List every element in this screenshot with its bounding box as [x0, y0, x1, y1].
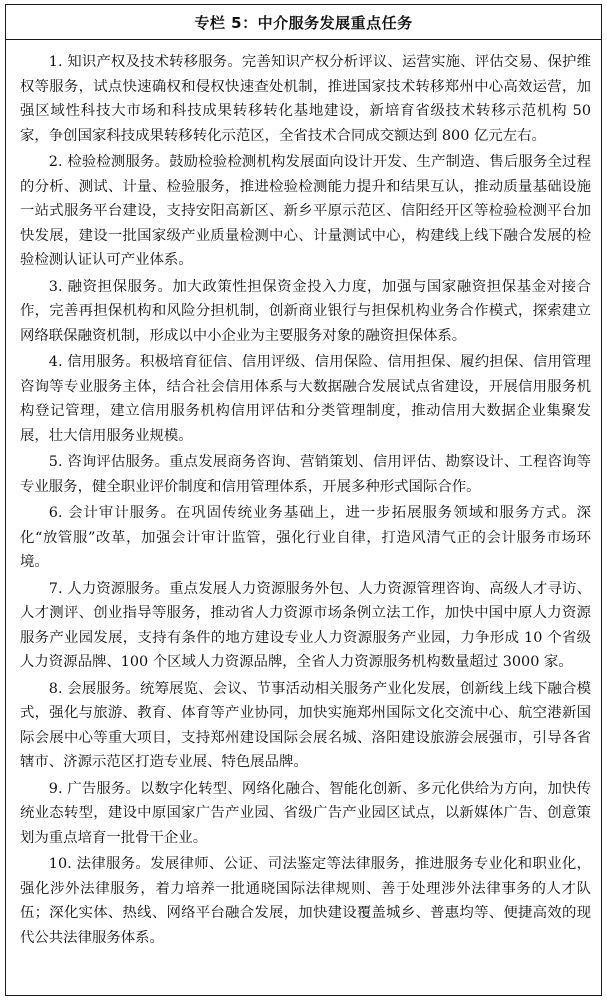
column-box	[5, 4, 602, 996]
task-item-10: 10. 法律服务。发展律师、公证、司法鉴定等法律服务，推进服务专业化和职业化，强化涉外法律服务，着力培养一批通晓国际法律规则、善于处理涉外法律事务的人才队伍；深化实体、热线、网络平台融合发展，加快建设覆盖城乡、普惠均等、便捷高效的现代公共法律服务体系。	[20, 856, 591, 946]
task-item-9: 9. 广告服务。以数字化转型、网络化融合、智能化创新、多元化供给为方向，加快传统业态转型，建设中原国家广告产业园、省级广告产业园区试点，以新媒体广告、创意策划为重点培育一批骨干企业。	[20, 780, 591, 846]
task-item-1: 1. 知识产权及技术转移服务。完善知识产权分析评议、运营实施、评估交易、保护维权等服务，试点快速确权和侵权快速查处机制，推进国家技术转移郑州中心高效运营，加强区域性科技大市场和科技成果转移转化基地建设，新培育省级技术转移示范机构 50 家，争创国家科技成果转移转化示范区，全省技术合同成交额达到 800 亿元左右。	[20, 54, 591, 144]
column-body	[6, 40, 601, 950]
task-item-4: 4. 信用服务。积极培育征信、信用评级、信用保险、信用担保、履约担保、信用管理咨询等专业服务主体，结合社会信用体系与大数据融合发展试点省建设，开展信用服务机构登记管理，建立信用服务机构信用评估和分类管理制度，推动信用大数据企业集聚发展，壮大信用服务业规模。	[20, 354, 591, 444]
column-title: 专栏 5：中介服务发展重点任务	[6, 5, 601, 40]
task-item-8: 8. 会展服务。统筹展览、会议、节事活动相关服务产业化发展，创新线上线下融合模式，强化与旅游、教育、体育等产业协同，加快实施郑州国际文化交流中心、航空港新国际会展中心等重大项目，支持郑州建设国际会展名城、洛阳建设旅游会展强市，引导各省辖市、济源示范区打造专业展、特色展品牌。	[20, 680, 591, 770]
task-item-5: 5. 咨询评估服务。重点发展商务咨询、营销策划、信用评估、勘察设计、工程咨询等专业服务，健全职业评价制度和信用管理体系，开展多种形式国际合作。	[20, 454, 591, 495]
task-item-6: 6. 会计审计服务。在巩固传统业务基础上，进一步拓展服务领域和服务方式。深化“放管服”改革，加强会计审计监管，强化行业自律，打造风清气正的会计服务市场环境。	[20, 505, 591, 570]
task-item-3: 3. 融资担保服务。加大政策性担保资金投入力度，加强与国家融资担保基金对接合作，完善再担保机构和风险分担机制，创新商业银行与担保机构业务合作模式，探索建立网络联保融资机制，形成以中小企业为主要服务对象的融资担保体系。	[20, 278, 591, 344]
task-item-2: 2. 检验检测服务。鼓励检验检测机构发展面向设计开发、生产制造、售后服务全过程的分析、测试、计量、检验服务，推进检验检测能力提升和结果互认，推动质量基础设施一站式服务平台建设，支持安阳高新区、新乡平原示范区、信阳经开区等检验检测平台加快发展，建设一批国家级产业质量检测中心、计量测试中心，构建线上线下融合发展的检验检测认证认可产业体系。	[20, 154, 591, 268]
task-item-7: 7. 人力资源服务。重点发展人力资源服务外包、人力资源管理咨询、高级人才寻访、人才测评、创业指导等服务，推动省人力资源市场条例立法工作，加快中国中原人力资源服务产业园发展，支持有条件的地方建设专业人力资源服务产业园，力争形成 10 个省级人力资源品牌、100 个区域人力资源品牌，全省人力资源服务机构数量超过 3000 家。	[20, 580, 591, 670]
